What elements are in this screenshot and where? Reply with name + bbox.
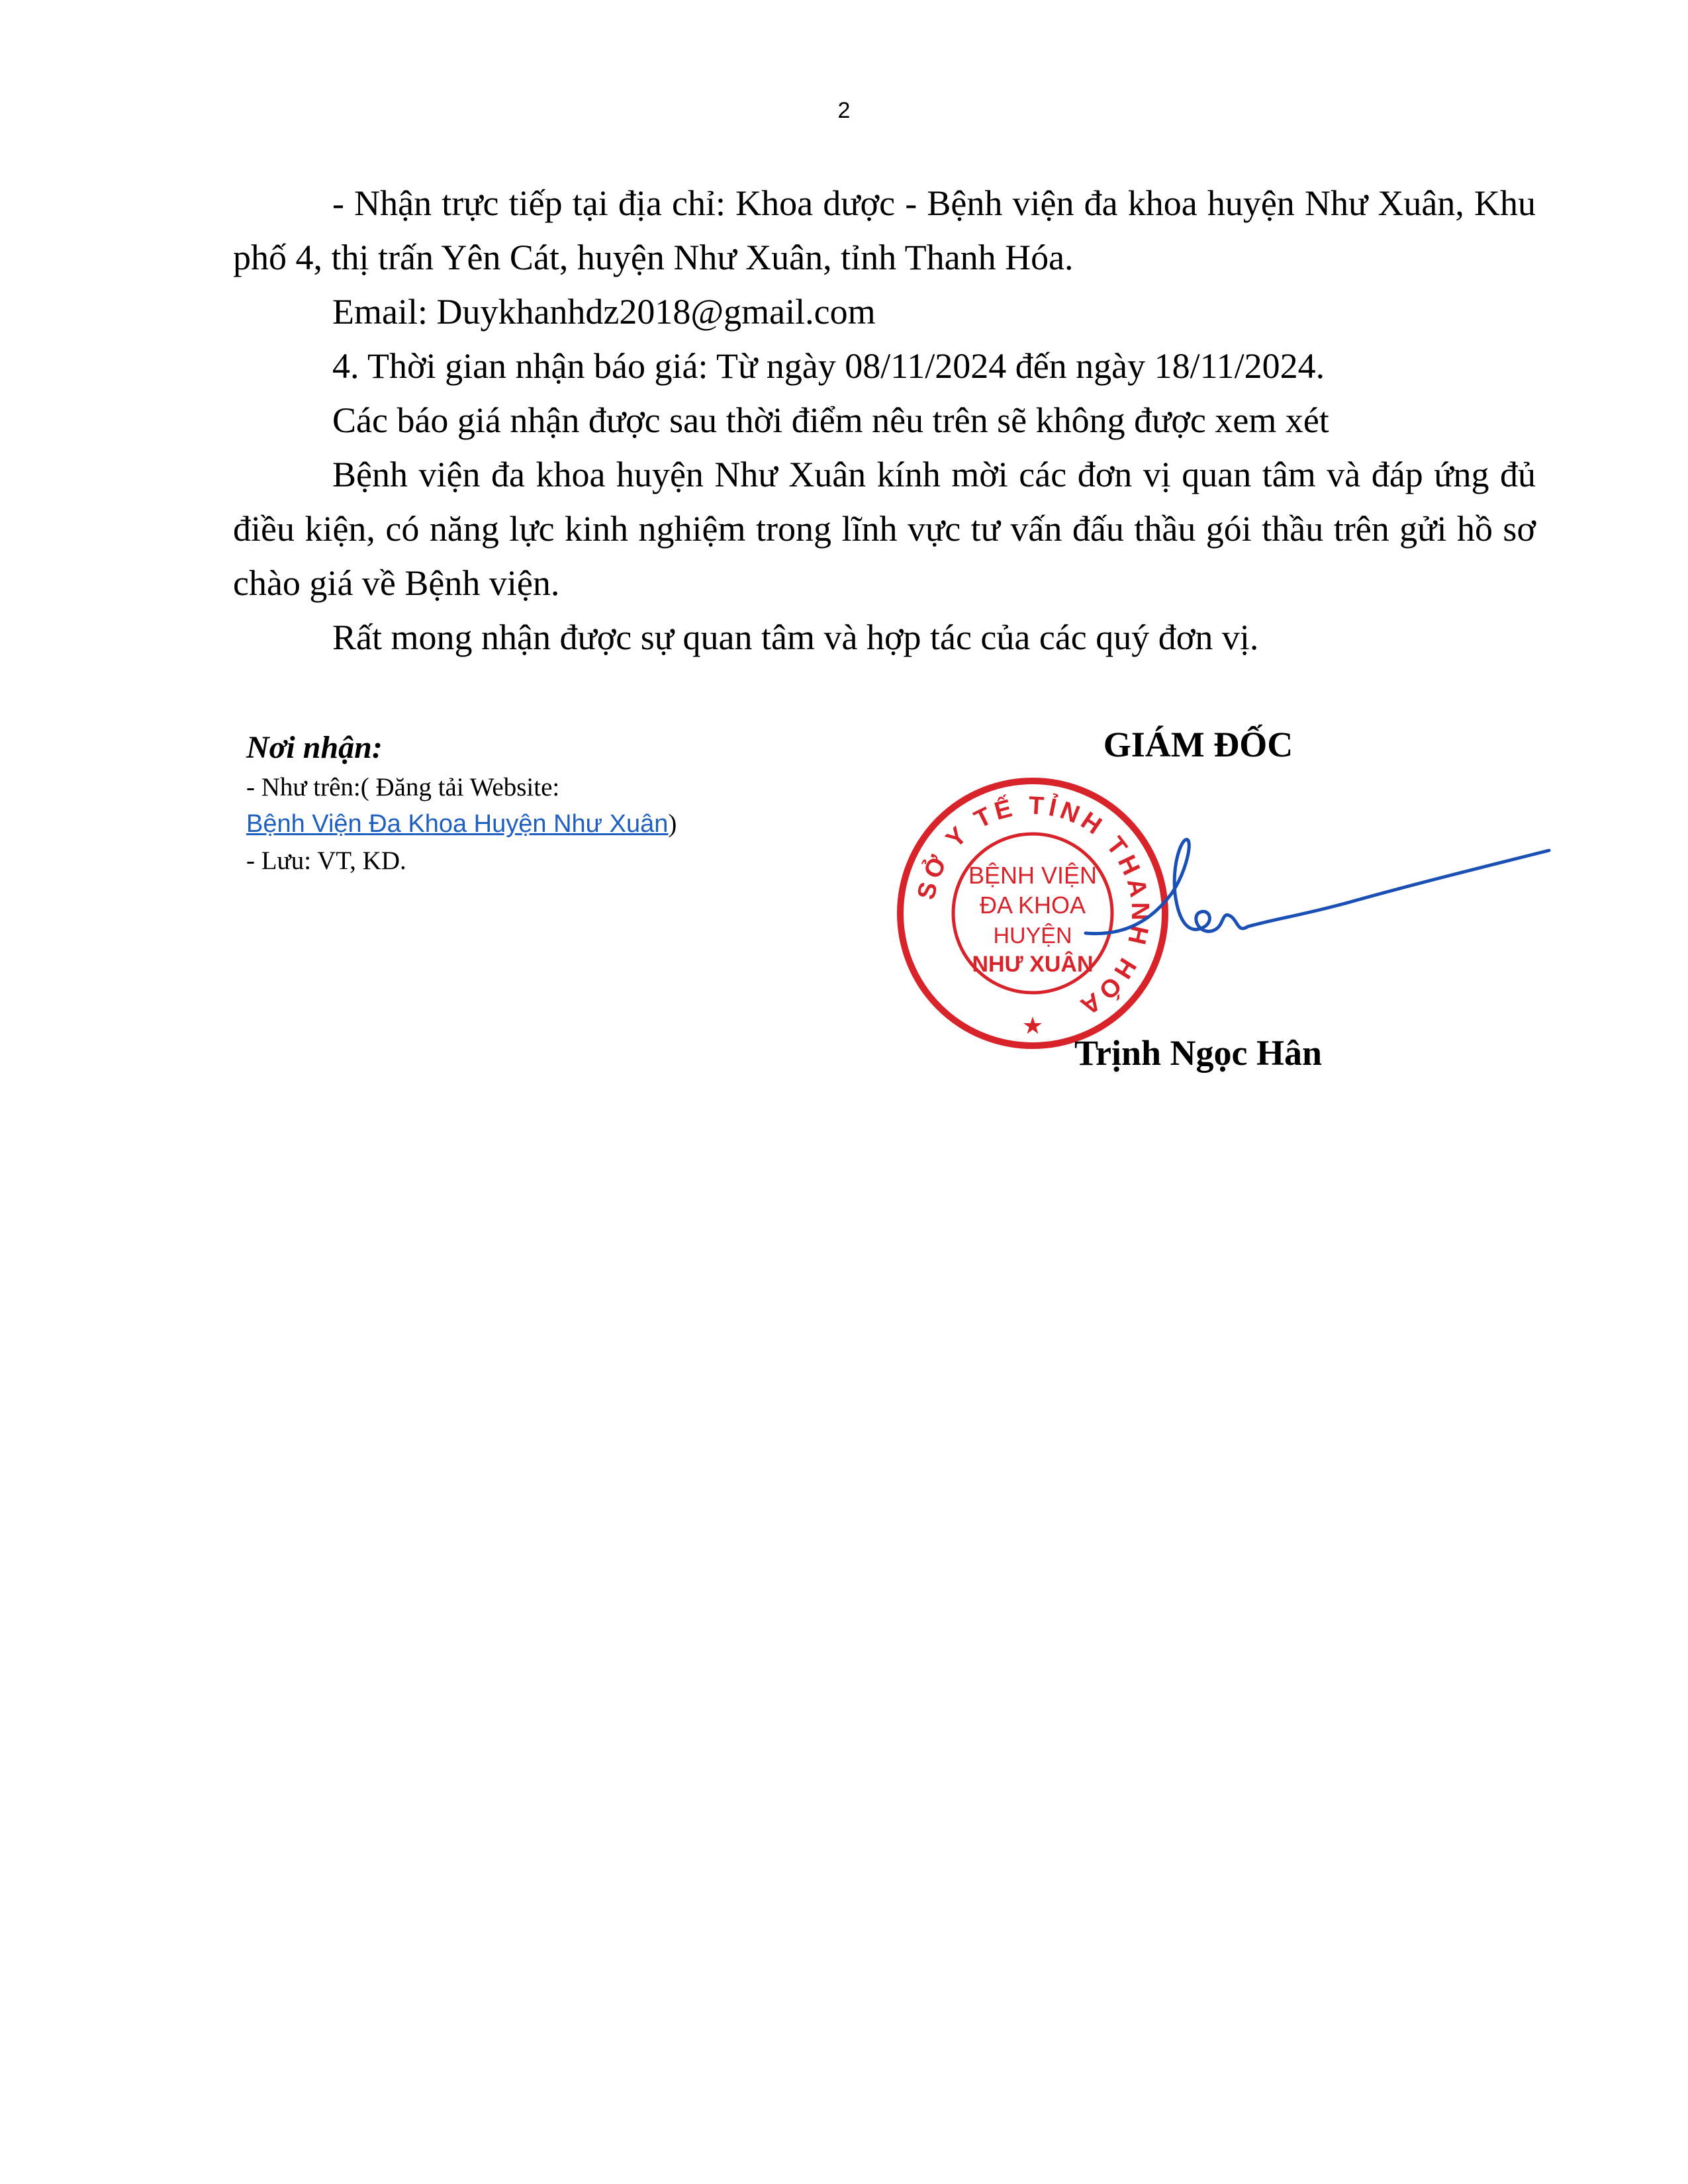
recipients-line-2 [246,805,842,842]
handwritten-signature [1072,821,1562,993]
quotation-period-paragraph: 4. Thời gian nhận báo giá: Từ ngày 08/11/2024 đến ngày 18/11/2024. [332,346,1325,386]
hospital-website-link[interactable]: Bệnh Viện Đa Khoa Huyện Như Xuân [246,810,669,838]
email-paragraph: Email: Duykhanhdz2018@gmail.com [332,292,876,332]
stamp-star-icon: ★ [1021,1013,1044,1040]
closing-paragraph: Rất mong nhận được sự quan tâm và hợp tác của các quý đơn vị. [332,617,1259,657]
stamp-ring-text: SỞ Y TẾ TỈNH THANH HÓA [912,792,1154,1023]
late-quotation-note: Các báo giá nhận được sau thời điểm nêu trên sẽ không được xem xét [332,400,1329,440]
stamp-line-2: ĐA KHOA [979,891,1086,919]
recipients-link-suffix: ) [668,809,677,838]
recipients-heading: Nơi nhận: [246,730,383,765]
document-body [233,176,1536,664]
stamp-line-3: HUYỆN [993,923,1072,948]
delivery-address-paragraph: - Nhận trực tiếp tại địa chỉ: Khoa dược - Bệnh viện đa khoa huyện Như Xuân, Khu phố 4, thị trấn Yên Cát, huyện Như Xuân, tỉnh Thanh Hóa. [233,183,1536,277]
invitation-paragraph: Bệnh viện đa khoa huyện Như Xuân kính mời các đơn vị quan tâm và đáp ứng đủ điều kiện, có năng lực kinh nghiệm trong lĩnh vực tư vấn đấu thầu gói thầu trên gửi hồ sơ chào giá về Bệnh viện. [233,455,1536,603]
page-number: 2 [837,98,851,123]
signer-title: GIÁM ĐỐC [1103,725,1293,764]
stamp-line-1: BỆNH VIỆN [968,862,1098,889]
signer-name: Trịnh Ngọc Hân [1074,1033,1323,1073]
signature-stroke [1086,839,1549,933]
recipients-line-3: - Lưu: VT, KD. [246,846,406,875]
recipients-line-1: - Như trên:( Đăng tải Website: [246,773,560,801]
recipients-block [246,727,842,879]
stamp-line-4: NHƯ XUÂN [972,952,1094,977]
